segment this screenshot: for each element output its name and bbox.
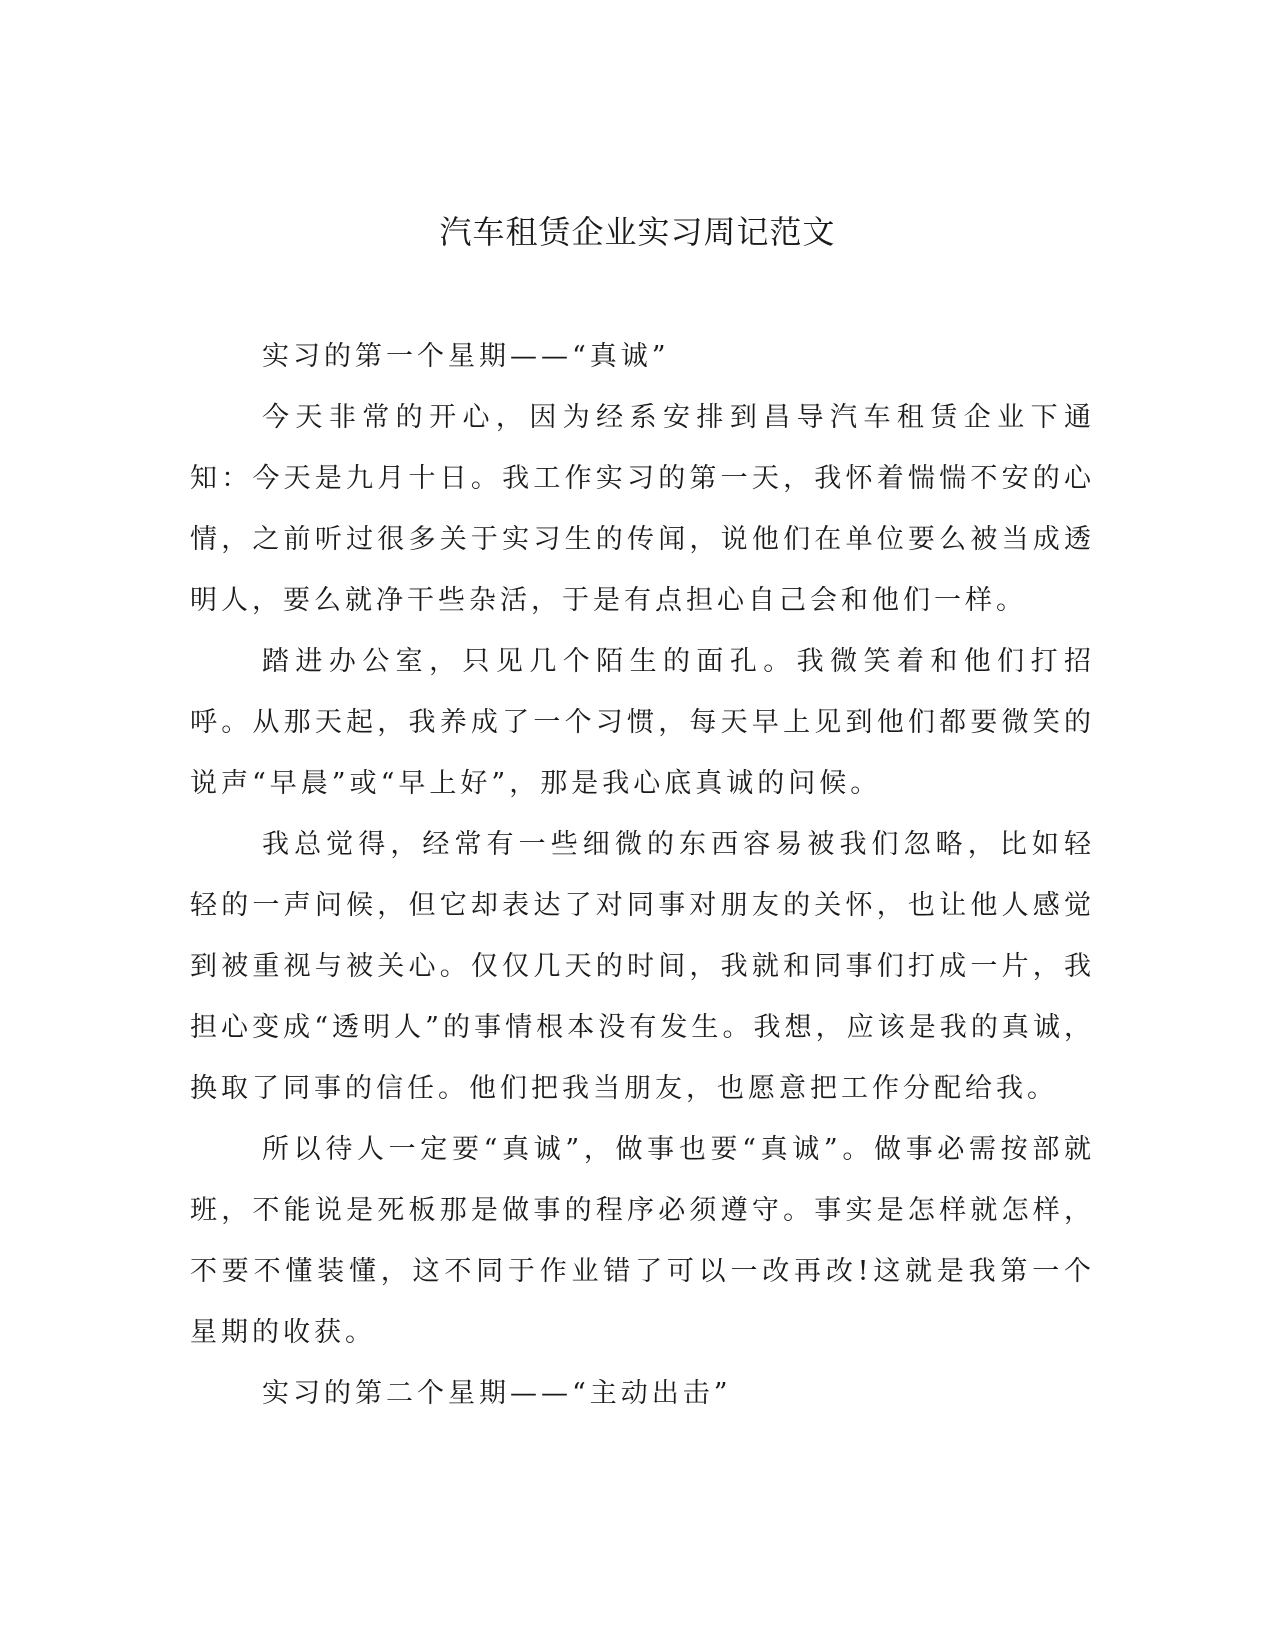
section-heading-week-2: 实习的第二个星期——“主动出击” (262, 1378, 732, 1409)
paragraph-week-1-summary: 所以待人一定要“真诚”，做事也要“真诚”。做事必需按部就班，不能说是死板那是做事的程序必须遵守。事实是怎样就怎样，不要不懂装懂，这不同于作业错了可以一改再改!这就是我第一个星期的收获。 (190, 1134, 1095, 1348)
paragraph-first-day: 今天非常的开心，因为经系安排到昌导汽车租赁企业下通知：今天是九月十日。我工作实习的第一天，我怀着惴惴不安的心情，之前听过很多关于实习生的传闻，说他们在单位要么被当成透明人，要么就净干些杂活，于是有点担心自己会和他们一样。 (190, 402, 1095, 616)
paragraph-small-details: 我总觉得，经常有一些细微的东西容易被我们忽略，比如轻轻的一声问候，但它却表达了对同事对朋友的关怀，也让他人感觉到被重视与被关心。仅仅几天的时间，我就和同事们打成一片，我担心变成“透明人”的事情根本没有发生。我想，应该是我的真诚，换取了同事的信任。他们把我当朋友，也愿意把工作分配给我。 (190, 829, 1095, 1104)
paragraph-office-greeting: 踏进办公室，只见几个陌生的面孔。我微笑着和他们打招呼。从那天起，我养成了一个习惯，每天早上见到他们都要微笑的说声“早晨”或“早上好”，那是我心底真诚的问候。 (190, 646, 1095, 799)
document-body (190, 326, 1095, 1424)
document-title: 汽车租赁企业实习周记范文 (439, 213, 836, 251)
section-heading-week-1: 实习的第一个星期——“真诚” (262, 341, 670, 372)
